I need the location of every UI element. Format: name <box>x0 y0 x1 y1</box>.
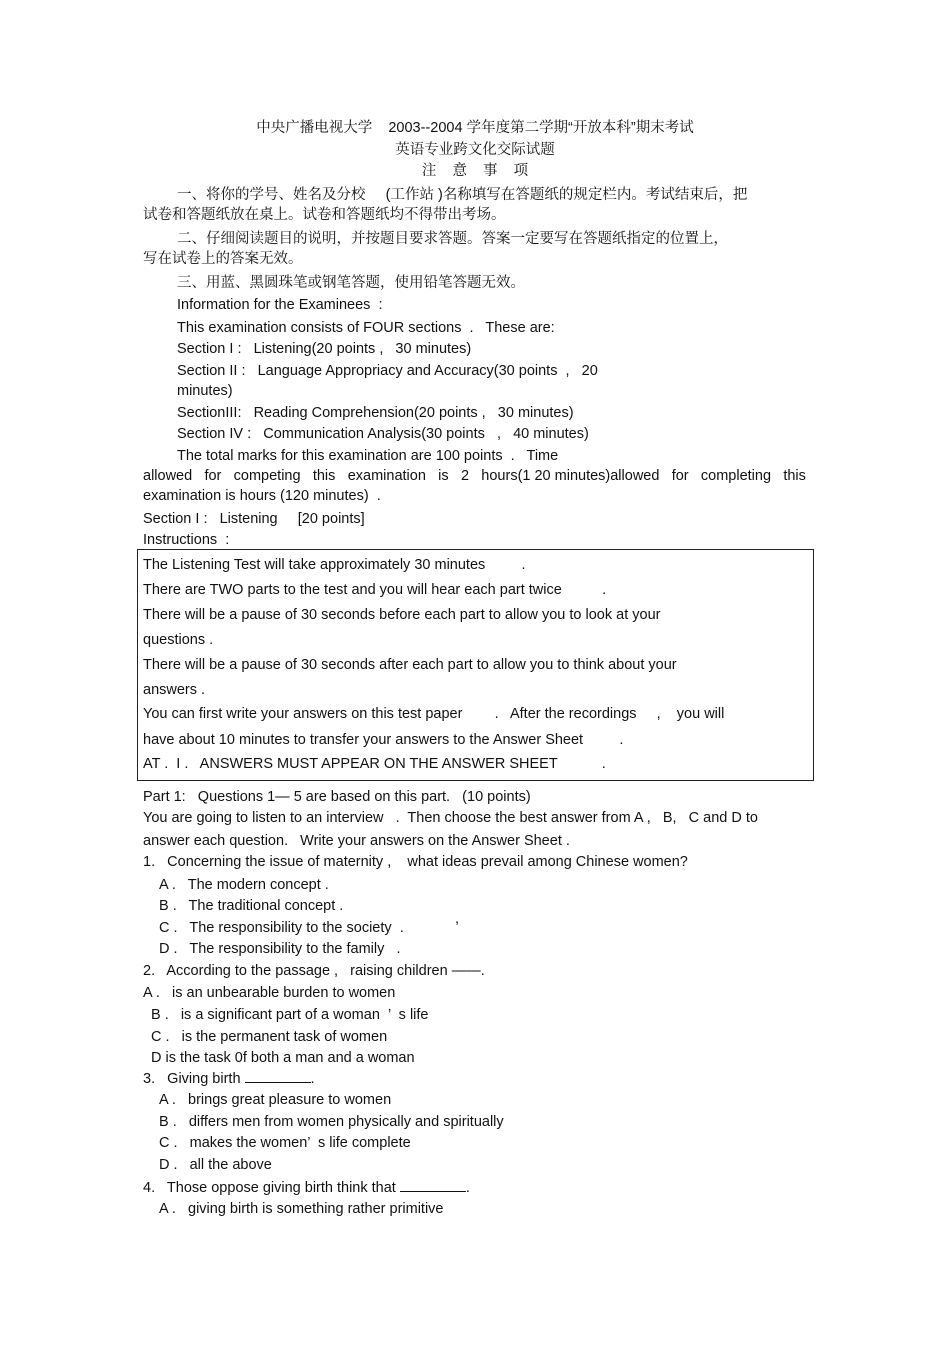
box-line: There will be a pause of 30 seconds after each part to allow you to think about your <box>143 657 677 673</box>
option: A . is an unbearable burden to women <box>143 985 396 1001</box>
box-line: have about 10 minutes to transfer your answers to the Answer Sheet . <box>143 732 624 748</box>
box-line: The Listening Test will take approximately 30 minutes . <box>143 557 526 573</box>
option: A . giving birth is something rather primitive <box>159 1201 444 1217</box>
box-line: answers . <box>143 682 206 698</box>
question-1: 1. Concerning the issue of maternity , what ideas prevail among Chinese women? <box>143 854 688 870</box>
option: A . brings great pleasure to women <box>159 1092 392 1108</box>
note-3: 三、用蓝、黑圆珠笔或钢笔答题，使用铅笔答题无效。 <box>177 275 525 291</box>
word: this <box>783 468 806 484</box>
part-1-title: Part 1: Questions 1— 5 are based on this part. (10 points) <box>143 789 531 805</box>
note-2-line-1: 二、仔细阅读题目的说明，并按题目要求答题。答案一定要写在答题纸指定的位置上， <box>177 231 728 247</box>
word: for <box>671 468 689 484</box>
note-1-line-1: 一、将你的学号、姓名及分校 (工作站 )名称填写在答题纸的规定栏内。考试结束后，把 <box>177 187 748 203</box>
option: C . The responsibility to the society . <box>159 920 404 936</box>
question-3-text: 3. Giving birth <box>143 1071 245 1087</box>
option: D is the task 0f both a man and a woman <box>151 1050 415 1066</box>
word: examination <box>347 468 426 484</box>
word: for <box>204 468 222 484</box>
answer-blank <box>400 1178 466 1192</box>
question-4: 4. Those oppose giving birth think that . <box>143 1180 470 1196</box>
info-consists: This examination consists of FOUR sections . These are: <box>177 320 555 336</box>
word: completing <box>700 468 772 484</box>
option: C . makes the women’ s life complete <box>159 1135 411 1151</box>
option: A . The modern concept . <box>159 877 329 893</box>
option: B . is a significant part of a woman ’ s life <box>151 1007 429 1023</box>
section-1-heading: Section I : Listening [20 points] <box>143 511 365 527</box>
info-title: Information for the Examinees : <box>177 297 383 313</box>
info-section-2: Section II : Language Appropriacy and Accuracy(30 points , 20 <box>177 363 598 379</box>
note-1-line-2: 试卷和答题纸放在桌上。试卷和答题纸均不得带出考场。 <box>143 207 506 223</box>
info-section-2-cont: minutes) <box>177 383 233 399</box>
option: D . all the above <box>159 1157 272 1173</box>
option: B . differs men from women physically and spiritually <box>159 1114 504 1130</box>
word: competing <box>233 468 301 484</box>
box-line: AT . I . ANSWERS MUST APPEAR ON THE ANSWER SHEET . <box>143 756 606 772</box>
question-4-text: 4. Those oppose giving birth think that <box>143 1180 400 1196</box>
note-2-line-2: 写在试卷上的答案无效。 <box>143 251 303 267</box>
box-line: There will be a pause of 30 seconds before each part to allow you to look at your <box>143 607 661 623</box>
word: is <box>438 468 449 484</box>
box-line: questions . <box>143 632 214 648</box>
box-line: You can first write your answers on this test paper . After the recordings , you will <box>143 706 725 722</box>
exam-subtitle: 英语专业跨文化交际试题 <box>395 142 555 158</box>
word: hours(1 20 minutes)allowed <box>481 468 660 484</box>
info-section-3: SectionIII: Reading Comprehension(20 points , 30 minutes) <box>177 405 574 421</box>
word: allowed <box>143 468 193 484</box>
stray-mark: , <box>455 911 460 927</box>
question-3: 3. Giving birth . <box>143 1071 315 1087</box>
instructions-label: Instructions : <box>143 532 230 548</box>
question-2: 2. According to the passage , raising children ——. <box>143 963 485 979</box>
info-allowed-line <box>143 467 806 485</box>
part-1-intro-2: answer each question. Write your answers on the Answer Sheet . <box>143 833 570 849</box>
option: C . is the permanent task of women <box>151 1029 388 1045</box>
exam-title: 中央广播电视大学 2003--2004 学年度第二学期“开放本科”期末考试 <box>256 120 694 136</box>
notice-heading: 注 意 事 项 <box>421 163 529 179</box>
info-section-1: Section I : Listening(20 points , 30 minutes) <box>177 341 472 357</box>
info-hours: examination is hours (120 minutes) . <box>143 488 381 504</box>
part-1-intro-1: You are going to listen to an interview . Then choose the best answer from A , B, C and D to <box>143 810 758 826</box>
box-line: There are TWO parts to the test and you will hear each part twice . <box>143 582 607 598</box>
option: B . The traditional concept . <box>159 898 344 914</box>
word: 2 <box>460 468 470 484</box>
info-section-4: Section IV : Communication Analysis(30 points , 40 minutes) <box>177 426 589 442</box>
info-total: The total marks for this examination are 100 points . Time <box>177 448 559 464</box>
answer-blank <box>245 1069 311 1083</box>
option: D . The responsibility to the family . <box>159 941 401 957</box>
word: this <box>312 468 336 484</box>
